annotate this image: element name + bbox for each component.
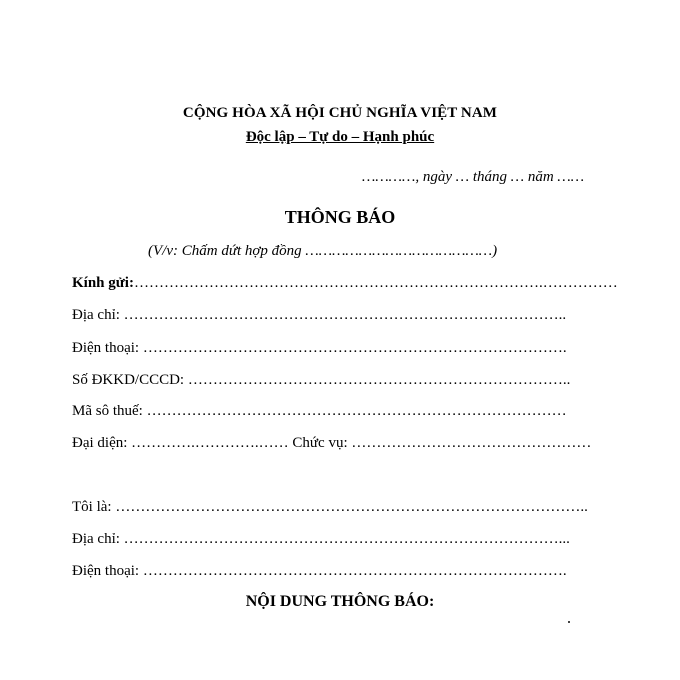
sender-name-row: Tôi là: ………………………………………………………………………………….. (72, 499, 588, 515)
national-title: CỘNG HÒA XÃ HỘI CHỦ NGHĨA VIỆT NAM (182, 105, 498, 121)
dateline: …………, ngày … tháng … năm …… (362, 169, 585, 185)
recipient-registration-row: Số ĐKKD/CCCD: ………………………………………………………………….. (72, 372, 571, 388)
kinh-gui-row (72, 274, 618, 292)
document-title: THÔNG BÁO (284, 207, 396, 227)
motto-text: Độc lập – Tự do – Hạnh phúc (245, 129, 435, 145)
content-heading: NỘI DUNG THÔNG BÁO: (245, 593, 435, 610)
recipient-address-row: Địa chỉ: …………………………………………………………………………….. (72, 307, 567, 323)
kinh-gui-label: Kính gửi: (72, 275, 134, 291)
sender-phone-row: Điện thoại: …………………………………………………………………………. (72, 563, 567, 579)
motto (0, 128, 680, 146)
document-subject: (V/v: Chấm dứt hợp đồng ……………………………………) (148, 243, 498, 259)
recipient-phone-row: Điện thoại: …………………………………………………………………………. (72, 340, 567, 356)
stray-dot-mark (568, 621, 570, 623)
sender-address-row: Địa chỉ: ……………………………………………………………………………... (72, 531, 570, 547)
recipient-tax-code-row: Mã sô thuế: ………………………………………………………………………… (72, 403, 567, 419)
recipient-representative-row: Đại diện: ………….………….…… Chức vụ: ………………………………………… (72, 435, 592, 451)
kinh-gui-blank: ……………………………………………………………………….…………… (133, 275, 618, 291)
